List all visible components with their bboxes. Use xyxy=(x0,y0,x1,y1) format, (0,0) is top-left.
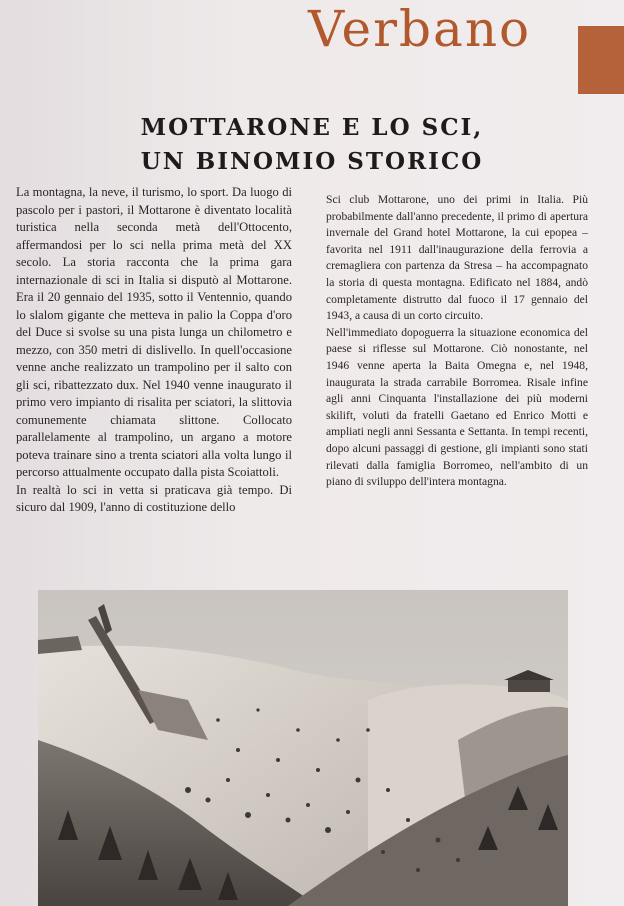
paragraph: In realtà lo sci in vetta si praticava già tempo. Di sicuro dal 1909, l'anno di costituzione dello xyxy=(16,482,292,514)
left-text-column xyxy=(16,184,292,517)
right-text-column xyxy=(326,192,588,491)
paragraph: La montagna, la neve, il turismo, lo sport. Da luogo di pascolo per i pastori, il Mottarone è diventato località turistica nella seconda metà dell'Ottocento, affermandosi per lo sci nella prima metà del XX secolo. La storia racconta che la prima gara internazionale di sci in Italia si disputò al Mottarone. Era il 20 gennaio del 1935, sotto il Ventennio, quando lo slalom gigante che metteva in palio la Coppa d'oro del Duce si svolse su una pista lunga un chilometro e mezzo, con 350 metri di dislivello. In quell'occasione venne anche realizzato un trampolino per il salto con gli sci, ribattezzato dux. Nel 1940 venne inaugurato il primo vero impianto di risalita per sciatori, la slittovia comunemente chiamata slittone. Collocato parallelamente al trampolino, un argano a motore poteva trainare sino a trenta sciatori alla volta lungo il percorso attualmente occupato dalla pista Scoiattoli. xyxy=(16,185,292,479)
ski-slope-photo xyxy=(38,590,568,906)
article-title xyxy=(66,104,558,196)
ski-slope-photo-icon xyxy=(38,590,568,906)
title-line-1: MOTTARONE E LO SCI, xyxy=(140,114,484,141)
paragraph: Nell'immediato dopoguerra la situazione economica del paese si riflesse sul Mottarone. Ciò nonostante, nel 1946 venne aperta la Baita Omegna e, nel 1948, inaugurata la strada carrabile Borromea. Risale infine agli anni Cinquanta l'installazione dei più moderni skilift, voluti da fratelli Gaetano ed Enrico Motti e ampliati negli anni Sessanta e Settanta. In tempi recenti, dopo alcuni passaggi di gestione, gli impianti sono stati rilevati dalla famiglia Borromeo, nell'ambito di un piano di sviluppo dell'intera montagna. xyxy=(326,325,588,489)
section-brand: Verbano xyxy=(308,0,532,58)
paragraph: Sci club Mottarone, uno dei primi in Italia. Più probabilmente dall'anno precedente, il primo di apertura invernale del Grand hotel Mottarone, la cui epopea – favorita nel 1911 dall'inaugurazione della ferrovia a cremagliera con partenza da Stresa – ha accompagnato la storia di questa montagna. Edificato nel 1884, andò completamente distrutto dal fuoco il 17 gennaio del 1943, a causa di un corto circuito. xyxy=(326,193,588,323)
title-line-2: UN BINOMIO STORICO xyxy=(140,148,484,175)
section-color-tab xyxy=(578,26,624,94)
